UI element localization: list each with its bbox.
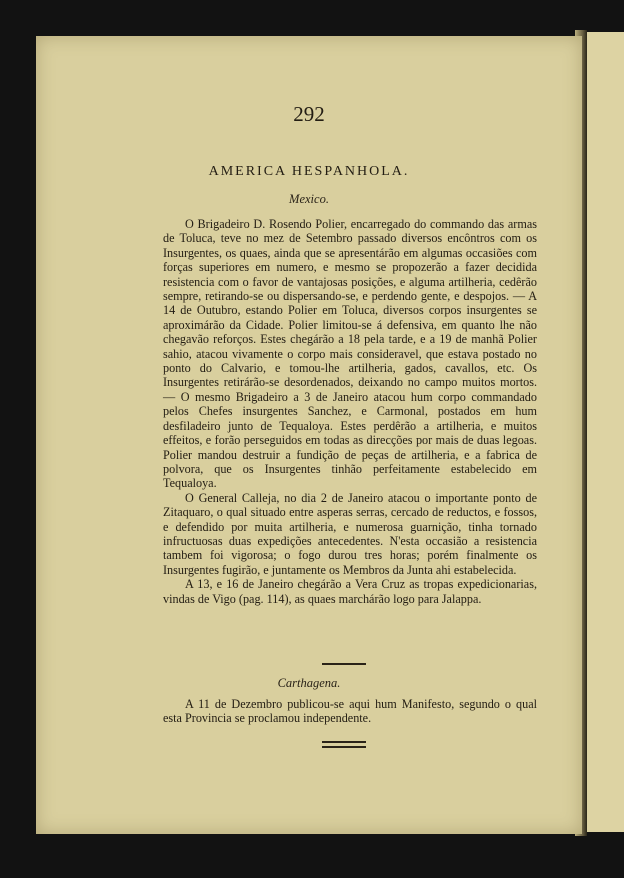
subsection-heading-mexico: Mexico. bbox=[289, 192, 329, 206]
end-rule-top bbox=[322, 741, 366, 743]
book-page bbox=[36, 36, 582, 834]
section-divider bbox=[322, 663, 366, 665]
paragraph-manifesto: A 11 de Dezembro publicou-se aqui hum Manifesto, segundo o qual esta Provincia se proclamou independente. bbox=[163, 697, 537, 726]
subsection-heading-carthagena: Carthagena. bbox=[277, 676, 341, 690]
paragraph-calleja: O General Calleja, no dia 2 de Janeiro atacou o importante ponto de Zitaquaro, o qual situado entre asperas serras, cercado de reductos, e fossos, e defendido por muita artilheria, e numerosa guarnição, tinha tornado infructuosas duas expedições antecedentes. N'esta occasião a resistencia tambem foi vigorosa; o fogo durou tres horas; porém finalmente os Insurgentes fugirão, e juntamente os Membros da Junta ahi estabelecida. bbox=[163, 490, 537, 577]
carthagena-text-block bbox=[163, 697, 537, 726]
paragraph-polier: O Brigadeiro D. Rosendo Polier, encarregado do commando das armas de Toluca, teve no mez de Setembro passado diversos encôntros com os Insurgentes, os quaes, ainda que se apresentárão em algumas occasiões com forças superiores em numero, e mesmo se propozerão a fazer decidida resistencia com o favor de vantajosas posições, e alguma artilheria, cedêrão sempre, retirando-se ou dispersando-se, e perdendo gente, e despojos. — A 14 de Outubro, estando Polier em Toluca, diversos corpos insurgentes se aproximárão da Cidade. Polier limitou-se á defensiva, em quanto lhe não chegavão reforços. Estes chegárão a 18 pela tarde, e a 19 de manhã Polier sahio, atacou vivamente o corpo mais consideravel, que estava postado no ponto do Calvario, e tomou-lhe artilheria, gados, cavallos, etc. Os Insurgentes retirárão-se desordenados, deixando no campo muitos mortos. — O mesmo Brigadeiro a 3 de Janeiro atacou hum corpo commandado pelos Chefes insurgentes Sanchez, e Carmonal, postados em hum desfiladeiro junto de Tequaloya. Estes perdêrão a artilheria, e muitos effeitos, e forão perseguidos em todas as direcções por mais de duas legoas. Polier mandou destruir a fundição de peças de artilheria, e a fabrica de polvora, que os Insurgentes tinhão perfeitamente estabelecido em Tequaloya. bbox=[163, 217, 537, 491]
page-number: 292 bbox=[293, 102, 325, 126]
section-title: AMERICA HESPANHOLA. bbox=[208, 164, 410, 179]
facing-page-edge bbox=[583, 32, 624, 832]
paragraph-vera-cruz: A 13, e 16 de Janeiro chegárão a Vera Cruz as tropas expedicionarias, vindas de Vigo (pag. 114), as quaes marchárão logo para Jalappa. bbox=[163, 577, 537, 606]
end-rule-bottom bbox=[322, 746, 366, 748]
mexico-text-block bbox=[163, 217, 537, 606]
